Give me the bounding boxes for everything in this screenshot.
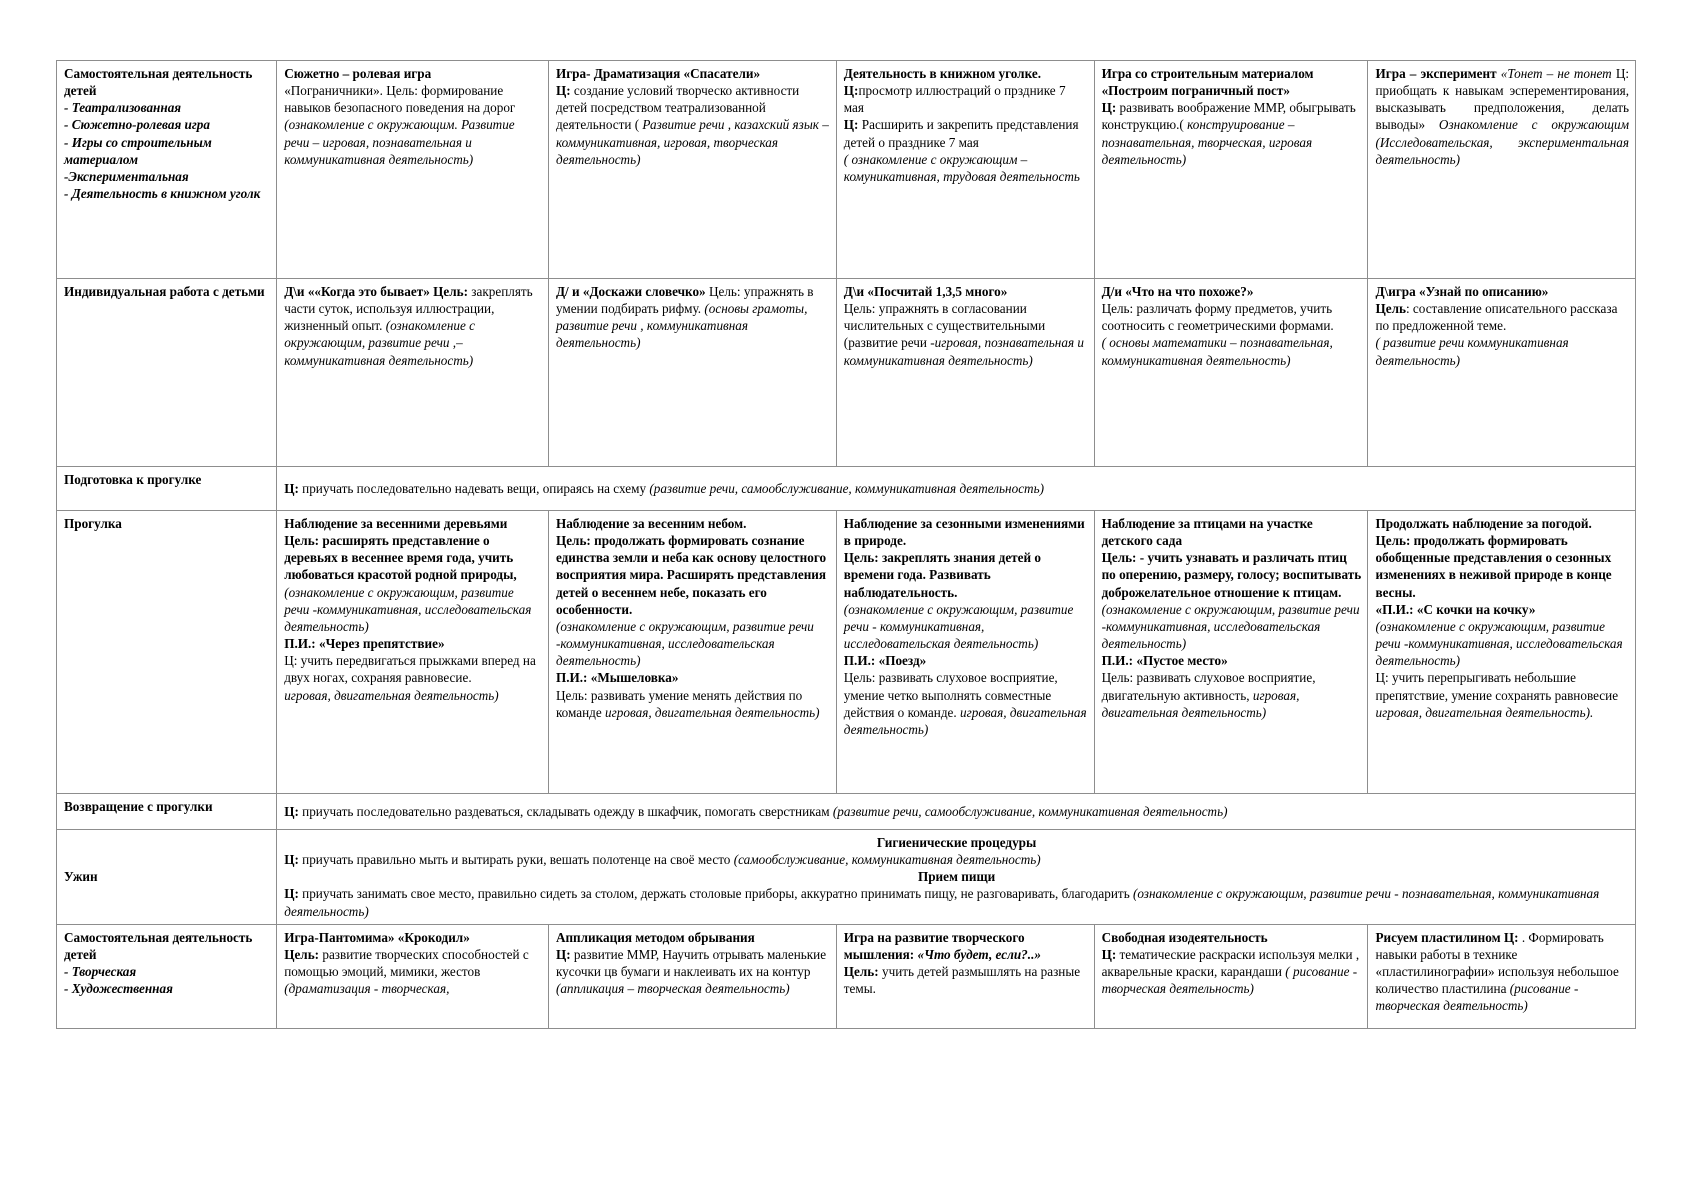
cell-heading: Игра- Драматизация «Спасатели» — [555, 66, 761, 81]
cell-body: приучать последовательно раздеваться, складывать одежду в шкафчик, помогать сверстникам — [298, 803, 833, 819]
cell-body: . Формировать навыки работы в технике «пластилинографии» используя небольшое количество пластилина — [1375, 929, 1619, 997]
cell-italic-note: Развитие речи , казахский язык – коммуникативная, игровая, творческая деятельность) — [555, 117, 829, 167]
cell-game-heading: П.И.: «Через препятствие» — [284, 636, 445, 652]
cell-italic-note: (самообслуживание, коммуникативная деятельность) — [733, 852, 1041, 868]
cell-observe-weather — [1368, 511, 1636, 794]
row-label-title: Индивидуальная работа с детьми — [64, 284, 265, 299]
cell-heading: Наблюдение за птицами на участке детского сада — [1101, 516, 1313, 549]
cell-walk-preparation-text — [277, 467, 1636, 511]
table-row — [57, 924, 1636, 1028]
cell-body: просмотр иллюстраций о прзднике 7 мая — [843, 83, 1066, 116]
table-row — [57, 794, 1636, 830]
cell-heading: Наблюдение за сезонными изменениями в природе. — [843, 516, 1085, 549]
cell-italic-note-2: игровая, двигательная деятельность) — [1101, 687, 1300, 720]
cell-game-heading: П.И.: «Мышеловка» — [555, 670, 679, 686]
row-label-title: Возвращение с прогулки — [64, 799, 213, 814]
cell-heading: Сюжетно – ролевая игра — [284, 66, 432, 81]
cell-observe-spring-sky — [548, 511, 836, 794]
cell-italic-note: (драматизация - творческая, — [284, 981, 450, 997]
cell-book-corner — [836, 61, 1094, 279]
cell-body: приучать правильно мыть и вытирать руки, вешать полотенце на своё место — [298, 852, 734, 868]
cell-when-does-it-happen — [277, 279, 549, 467]
cell-italic-note-2: игровая, двигательная деятельность). — [1375, 704, 1594, 720]
row-label-return-from-walk — [57, 794, 277, 830]
cell-heading: Д\и ««Когда это бывает» Цель: — [284, 284, 468, 299]
supper-hygiene-text — [284, 851, 1629, 868]
cell-lead: Ц: — [1101, 946, 1117, 962]
row-label-item: - Театрализованная — [64, 100, 182, 116]
cell-body: закреплять части суток, используя иллюстрации, жизненный опыт. — [284, 284, 533, 334]
cell-game-heading: П.И.: «Пустое место» — [1101, 653, 1228, 669]
cell-italic-note: ( рисование - творческая деятельность) — [1101, 964, 1358, 997]
table-row — [57, 467, 1636, 511]
cell-body: «Пограничники». Цель: формирование навыков безопасного поведения на дорог — [284, 83, 516, 116]
cell-goal: Цель: - учить узнавать и различать птиц по оперению, размеру, голосу; воспитывать доброжелательное отношение к птицам. — [1101, 550, 1362, 600]
cell-italic-note: (аппликация – творческая деятельность) — [555, 981, 790, 997]
row-label-title: Ужин — [64, 869, 98, 885]
cell-drama-game — [548, 61, 836, 279]
cell-italic-note: ( ознакомление с окружающим – комуникативная, трудовая деятельность — [843, 151, 1080, 184]
cell-body-2: приучать занимать свое место, правильно сидеть за столом, держать столовые приборы, аккуратно принимать пищу, не разговаривать, благодарить — [298, 886, 1133, 902]
cell-body: развитие ММР, Научить отрывать маленькие кусочки цв бумаги и наклеивать их на контур — [555, 946, 827, 980]
row-label-item: - Художественная — [64, 981, 173, 997]
row-label-supper — [57, 830, 277, 925]
cell-italic-note: игровая, познавательная и коммуникативная деятельность) — [843, 335, 1084, 368]
row-label-title: Самостоятельная деятельность детей — [64, 929, 253, 962]
row-label-independent-activity — [57, 61, 277, 279]
cell-experiment-game — [1368, 61, 1636, 279]
cell-italic-note: (развитие речи, самообслуживание, коммуникативная деятельность) — [832, 803, 1228, 819]
cell-body: Ц: учить перепрыгивать небольшие препятствие, умение сохранять равновесие — [1375, 670, 1619, 703]
cell-game-heading: «П.И.: «С кочки на кочку» — [1375, 601, 1536, 617]
table-row — [57, 279, 1636, 467]
cell-heading: Д\игра «Узнай по описанию» — [1375, 284, 1549, 299]
cell-applique-tearing — [548, 924, 836, 1028]
cell-italic-note-2: (ознакомление с окружающим, развитие речи - познавательная, коммуникативная деятельность) — [284, 886, 1600, 919]
cell-heading: Д/ и «Доскажи словечко» — [555, 284, 706, 299]
daily-plan-table — [56, 60, 1636, 1029]
cell-count-game — [836, 279, 1094, 467]
cell-body: Ц: учить передвигаться прыжками вперед на двух ногах, сохраняя равновесие. — [284, 653, 536, 686]
cell-italic-note: (ознакомление с окружающим. Развитие речи – игровая, познавательная и коммуникативная деятельность) — [284, 117, 515, 167]
row-label-item: - Сюжетно-ролевая игра — [64, 117, 210, 133]
cell-creative-thinking-game — [836, 924, 1094, 1028]
cell-body: развитие творческих способностей с помощью эмоций, мимики, жестов — [284, 946, 529, 980]
supper-meal-text — [284, 885, 1629, 919]
cell-body: : составление описательного рассказа по предложенной теме. — [1375, 301, 1618, 334]
cell-heading: Продолжать наблюдение за погодой. — [1375, 516, 1592, 531]
cell-italic-note: (развитие речи, самообслуживание, коммуникативная деятельность) — [649, 480, 1044, 496]
cell-lead: Ц: — [555, 946, 571, 962]
cell-body: Цель: развивать слуховое восприятие, умение четко выполнять совместные действия о команде. — [843, 670, 1058, 720]
cell-heading: Наблюдение за весенними деревьями — [284, 516, 508, 531]
cell-guess-by-description — [1368, 279, 1636, 467]
cell-plasticine-drawing — [1368, 924, 1636, 1028]
row-label-walk-preparation — [57, 467, 277, 511]
cell-italic-note: (ознакомление с окружающим, развитие речи ,– коммуникативная деятельность) — [284, 318, 476, 368]
cell-lead: Цель: — [284, 946, 320, 962]
cell-body: Цель: развивать умение менять действия по команде — [555, 687, 803, 720]
cell-heading: Игра на развитие творческого мышления: — [843, 929, 1025, 962]
cell-body-2: Расширить и закрепить представления детей о празднике 7 мая — [843, 117, 1079, 150]
cell-lead: Цель — [1375, 301, 1406, 317]
cell-heading: Игра-Пантомима» «Крокодил» — [284, 929, 470, 945]
cell-body: развивать воображение ММР, обыгрывать конструкцию.( — [1101, 100, 1356, 133]
cell-observe-spring-trees — [277, 511, 549, 794]
table-row — [57, 61, 1636, 279]
cell-lead: Ц: — [555, 83, 571, 99]
cell-heading: Деятельность в книжном уголке. — [843, 66, 1042, 81]
cell-italic-note-2: игровая, двигательная деятельность) — [284, 687, 499, 703]
cell-lead-2: Ц: — [284, 886, 299, 902]
table-row — [57, 830, 1636, 925]
cell-body: Цель: упражнять в умении подбирать рифму. — [555, 284, 814, 317]
cell-italic-note: (рисование - творческая деятельность) — [1375, 981, 1579, 1014]
cell-return-from-walk-text — [277, 794, 1636, 830]
row-label-title: Прогулка — [64, 516, 122, 531]
cell-body: учить детей размышлять на разные темы. — [843, 964, 1081, 997]
row-label-walk — [57, 511, 277, 794]
cell-italic-note: ( основы математики – познавательная, коммуникативная деятельность) — [1101, 335, 1333, 368]
cell-body: создание условий творческо активности детей посредством театрализованной деятельности ( — [555, 83, 800, 133]
cell-italic-note-2: игровая, двигательная деятельность) — [605, 704, 820, 720]
cell-heading: Аппликация методом обрывания — [555, 929, 755, 945]
supper-heading-meal: Прием пищи — [917, 869, 996, 885]
cell-italic-note: (ознакомление с окружающим, развитие речи -коммуникативная, исследовательская деятельность) — [1101, 601, 1360, 652]
cell-pantomime-game — [277, 924, 549, 1028]
cell-italic-note: ( развитие речи коммуникативная деятельность) — [1375, 335, 1569, 368]
cell-goal: Цель: продолжать формировать обобщенные представления о сезонных изменениях в неживой природе в конце весны. — [1375, 533, 1612, 600]
cell-lead: Ц: — [1611, 66, 1630, 81]
cell-goal: Цель: закреплять знания детей о времени года. Развивать наблюдательность. — [843, 550, 1041, 600]
cell-lead: Ц: — [284, 480, 299, 496]
cell-observe-seasonal-changes — [836, 511, 1094, 794]
cell-body-2: (развитие речи - — [843, 335, 935, 351]
row-label-individual-work — [57, 279, 277, 467]
cell-lead: Ц: — [843, 83, 859, 99]
cell-body: приобщать к навыкам эсперементирования, высказывать предположения, делать выводы» — [1375, 83, 1629, 133]
cell-body: Цель: различать форму предметов, учить соотносить с геометрическими формами. — [1101, 301, 1334, 334]
cell-body: Цель: упражнять в согласовании числительных с существительными — [843, 301, 1046, 334]
cell-finish-the-word — [548, 279, 836, 467]
cell-observe-birds — [1094, 511, 1368, 794]
cell-goal: Цель: расширять представление о деревьях в весеннее время года, учить любоваться красотой родной природы, — [284, 533, 517, 583]
cell-lead: Ц: — [284, 852, 299, 868]
cell-heading: Рисуем пластилином Ц: — [1375, 929, 1522, 945]
cell-italic-note: конструирование –познавательная, творческая, игровая деятельность) — [1101, 117, 1313, 167]
cell-body: приучать последовательно надевать вещи, опираясь на схему — [298, 480, 650, 496]
cell-heading: Свободная изодеятельность — [1101, 929, 1268, 945]
cell-game-heading: П.И.: «Поезд» — [843, 653, 927, 669]
cell-lead-2: Ц: — [843, 117, 859, 133]
cell-goal: Цель: продолжать формировать сознание единства земли и неба как основу целостного восприятия мира. Расширять представления детей о весеннем небе, показать его особенности. — [555, 533, 827, 617]
cell-role-play-game — [277, 61, 549, 279]
cell-shapes-game — [1094, 279, 1368, 467]
cell-heading: Д/и «Что на что похоже?» — [1101, 284, 1254, 299]
cell-free-art-activity — [1094, 924, 1368, 1028]
cell-italic-note: Ознакомление с окружающим (Исследовательская, экспериментальная деятельность) — [1375, 117, 1629, 167]
cell-body: Цель: развивать слуховое восприятие, двигательную активность, — [1101, 670, 1316, 703]
cell-supper-text — [277, 830, 1636, 925]
cell-italic-note: (ознакомление с окружающим, развитие речи -коммуникативная, исследовательская деятельность) — [284, 584, 532, 634]
cell-heading: Д\и «Посчитай 1,3,5 много» — [843, 284, 1008, 299]
cell-construction-game — [1094, 61, 1368, 279]
cell-heading: Наблюдение за весенним небом. — [555, 516, 747, 531]
table-row — [57, 511, 1636, 794]
cell-italic-note: (ознакомление с окружающим, развитие речи -коммуникативная, исследовательская деятельность) — [1375, 618, 1623, 669]
supper-heading-hygiene: Гигиенические процедуры — [876, 835, 1037, 850]
cell-heading: Игра – эксперимент — [1375, 66, 1501, 81]
cell-heading-italic: «Что будет, если?..» — [917, 946, 1041, 962]
row-label-title: Самостоятельная деятельность детей — [64, 66, 253, 99]
cell-lead: Ц: — [284, 803, 299, 819]
cell-italic-note: (основы грамоты, развитие речи , коммуникативная деятельность) — [555, 301, 808, 351]
row-label-independent-creative — [57, 924, 277, 1028]
row-label-item: -Экспериментальная — [64, 168, 189, 184]
cell-heading: Игра со строительным материалом «Построим пограничный пост» — [1101, 66, 1314, 99]
cell-lead: Ц: — [1101, 100, 1117, 116]
cell-italic-note: (ознакомление с окружающим, развитие речи - коммуникативная, исследовательская деятельность) — [843, 601, 1074, 652]
cell-lead: Цель: — [843, 964, 879, 980]
cell-italic-note: (ознакомление с окружающим, развитие речи -коммуникативная, исследовательская деятельность) — [555, 618, 814, 669]
row-label-item: - Творческая — [64, 964, 137, 980]
cell-italic-note-2: игровая, двигательная деятельность) — [843, 704, 1087, 737]
row-label-title: Подготовка к прогулке — [64, 472, 202, 487]
row-label-item: - Деятельность в книжном уголк — [64, 186, 261, 202]
cell-heading-italic: «Тонет – не тонет — [1500, 66, 1612, 81]
cell-body: тематические раскраски используя мелки , акварельные краски, карандаши — [1101, 946, 1360, 980]
row-label-item: - Игры со строительным материалом — [64, 134, 212, 167]
